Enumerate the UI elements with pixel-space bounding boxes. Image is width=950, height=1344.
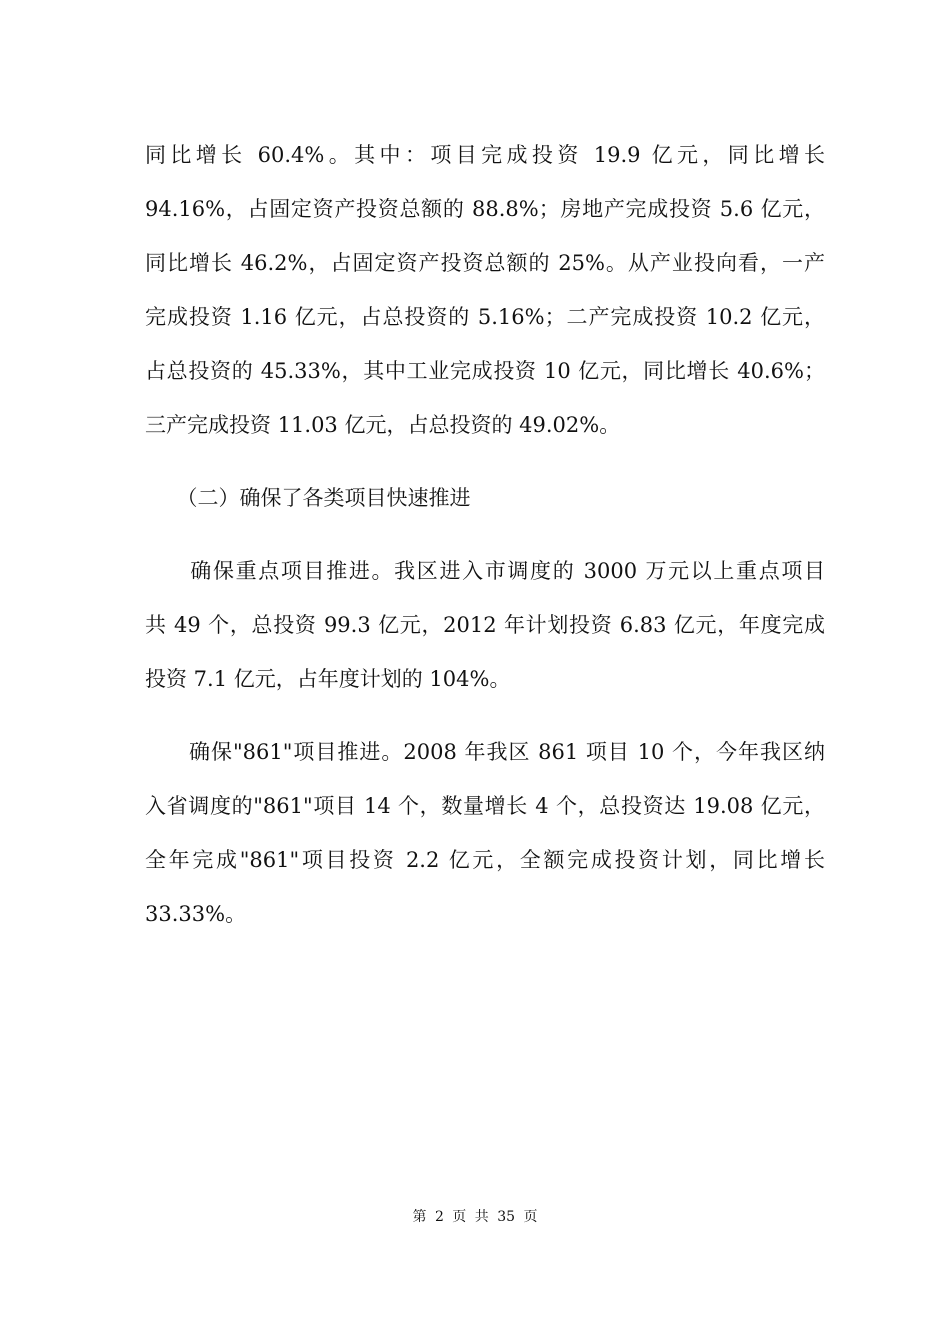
paragraph-key-projects [145,544,825,706]
section-heading-text: （二）确保了各类项目快速推进 [145,486,471,510]
text-line: 33.33%。 [145,902,247,926]
page-number-footer: 第 2 页 共 35 页 [412,1209,538,1225]
text-line: 全年完成"861"项目投资 2.2 亿元，全额完成投资计划，同比增长 [145,848,825,872]
text-line: 入省调度的"861"项目 14 个，数量增长 4 个，总投资达 19.08 亿元， [145,794,825,818]
document-body [145,128,825,941]
text-line: 三产完成投资 11.03 亿元，占总投资的 49.02%。 [145,413,621,437]
text-line: 确保"861"项目推进。2008 年我区 861 项目 10 个，今年我区纳 [145,740,825,764]
section-heading [145,471,825,525]
text-line: 同比增长 46.2%，占固定资产投资总额的 25%。从产业投向看，一产 [145,251,825,275]
text-line: 确保重点项目推进。我区进入市调度的 3000 万元以上重点项目 [145,559,825,583]
text-line: 94.16%，占固定资产投资总额的 88.8%；房地产完成投资 5.6 亿元， [145,197,825,221]
paragraph-861-projects [145,725,825,941]
text-line: 投资 7.1 亿元，占年度计划的 104%。 [145,667,511,691]
text-line: 占总投资的 45.33%，其中工业完成投资 10 亿元，同比增长 40.6%； [145,359,825,383]
paragraph-investment-summary [145,128,825,452]
text-line: 完成投资 1.16 亿元，占总投资的 5.16%；二产完成投资 10.2 亿元， [145,305,825,329]
text-line: 共 49 个，总投资 99.3 亿元，2012 年计划投资 6.83 亿元，年度完成 [145,613,825,637]
text-line: 同比增长 60.4%。其中：项目完成投资 19.9 亿元，同比增长 [145,143,825,167]
